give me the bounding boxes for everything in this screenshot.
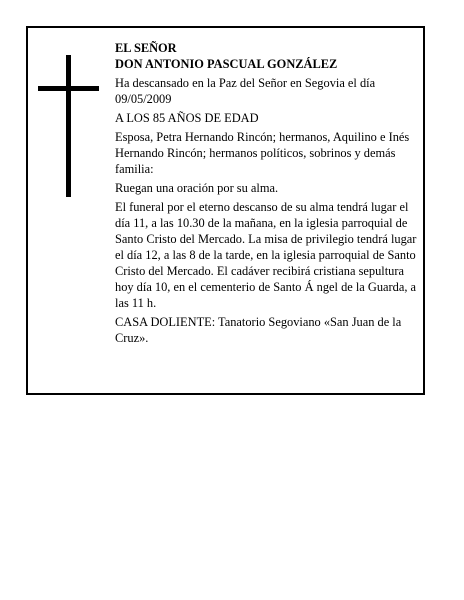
notice-text [115,40,424,346]
cross-vertical-bar [66,55,71,197]
funeral-home: CASA DOLIENTE: Tanatorio Segoviano «San Juan de la Cruz». [115,315,402,345]
funeral-details: El funeral por el eterno descanso de su alma tendrá lugar el día 11, a las 10.30 de la mañana, en la iglesia parroquial de Santo Cristo del Mercado. La misa de privilegio tendrá lugar el día 12, a las 8 de la tarde, en la iglesia parroquial de Santo Cristo del Mercado. El cadáver recibirá cristiana sepultura hoy día 10, en el cementerio de Santo Á ngel de la Guarda, a las 11 h. [115,200,417,310]
cross-horizontal-bar [38,86,99,91]
family-list: Esposa, Petra Hernando Rincón; hermanos, Aquilino e Inés Hernando Rincón; hermanos políticos, sobrinos y demás familia: [115,130,410,176]
deceased-name: DON ANTONIO PASCUAL GONZÁLEZ [115,57,338,71]
prayer-request: Ruegan una oración por su alma. [115,181,279,195]
death-statement: Ha descansado en la Paz del Señor en Segovia el día 09/05/2009 [115,76,376,106]
honorific: EL SEÑOR [115,41,177,55]
obituary-notice [26,26,425,395]
age-line: A LOS 85 AÑOS DE EDAD [115,111,259,125]
